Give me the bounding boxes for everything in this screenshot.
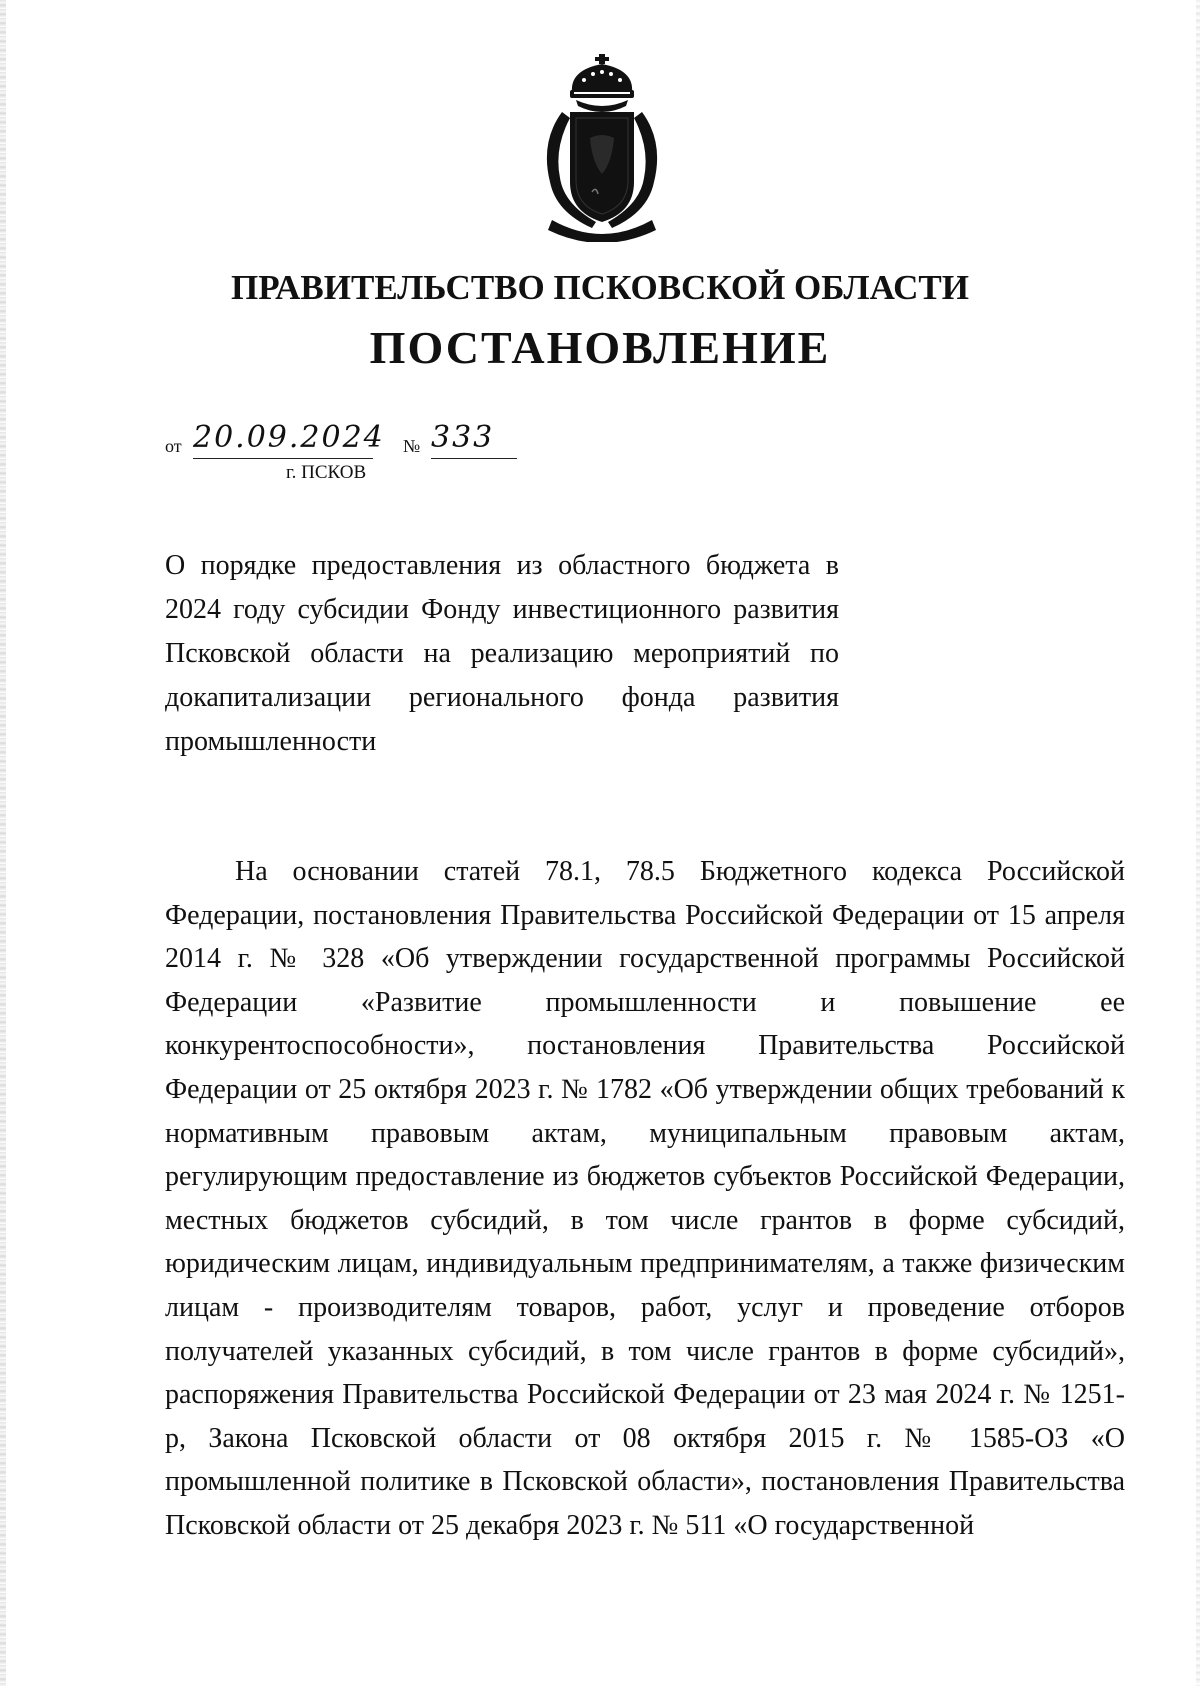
document-type-title: ПОСТАНОВЛЕНИЕ [369, 322, 831, 373]
number-prefix: № [403, 436, 421, 456]
document-date: 20.09.2024 [193, 418, 373, 459]
registration-line [165, 418, 545, 462]
document-number: 333 [431, 418, 517, 459]
coat-of-arms-icon [532, 52, 672, 242]
body-paragraph: На основании статей 78.1, 78.5 Бюджетного кодекса Российской Федерации, постановления Правительства Российской Федерации от 15 апреля 2014 г. № 328 «Об утверждении государственной программы Российской Федерации «Развитие промышленности и повышение ее конкурентоспособности», постановления Правительства Российской Федерации от 25 октября 2023 г. № 1782 «Об утверждении общих требований к нормативным правовым актам, муниципальным правовым актам, регулирующим предоставление из бюджетов субъектов Российской Федерации, местных бюджетов субсидий, в том числе грантов в форме субсидий, юридическим лицам, индивидуальным предпринимателям, а также физическим лицам - производителям товаров, работ, услуг и проведение отборов получателей указанных субсидий, в том числе грантов в форме субсидий», распоряжения Правительства Российской Федерации от 23 мая 2024 г. № 1251-р, Закона Псковской области от 08 октября 2015 г. № 1585-ОЗ «О промышленной политике в Псковской области», постановления Правительства Псковской области от 25 декабря 2023 г. № 511 «О государственной [165, 856, 1125, 1541]
scan-edge-left [0, 0, 6, 1686]
document-subject: О порядке предоставления из областного бюджета в 2024 году субсидии Фонду инвестиционного развития Псковской области на реализацию мероприятий по докапитализации регионального фонда развития промышленности [165, 550, 839, 757]
document-body [165, 850, 1125, 1548]
city-label: г. ПСКОВ [286, 462, 367, 483]
organization-title: ПРАВИТЕЛЬСТВО ПСКОВСКОЙ ОБЛАСТИ [231, 268, 969, 307]
date-prefix: от [165, 436, 182, 456]
scan-edge-right [1196, 0, 1200, 1686]
